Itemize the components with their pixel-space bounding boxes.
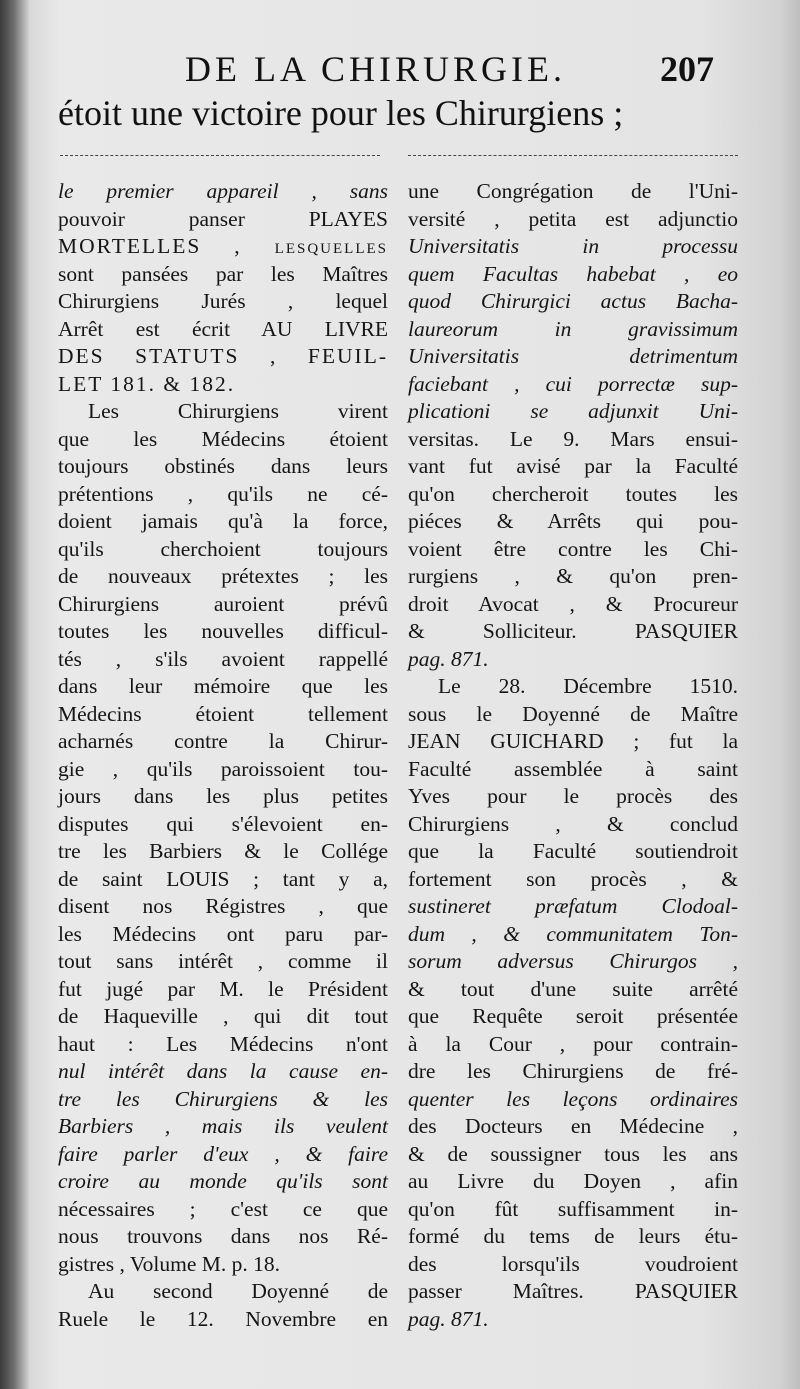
text-line: qu'ils cherchoient toujours — [58, 536, 388, 561]
text-line: toujours obstinés dans leurs — [58, 454, 388, 478]
text-line: DES STATUTS , FEUIL- — [58, 344, 388, 368]
text-line: Chirurgiens Jurés , lequel — [58, 289, 388, 313]
text-line: nul intérêt dans la cause en- — [58, 1059, 388, 1083]
text-line: croire au monde qu'ils sont — [58, 1169, 388, 1193]
text-line: faire parler d'eux , & faire — [58, 1141, 388, 1166]
text-line: rurgiens , & qu'on pren- — [408, 564, 738, 588]
text-line: quem Facultas habebat , eo — [408, 261, 738, 286]
text-line: versitas. Le 9. Mars ensui- — [408, 426, 738, 451]
text-line: Universitatis detrimentum — [408, 344, 738, 368]
right-column-rule — [408, 155, 738, 156]
text-line: disent nos Régistres , que — [58, 894, 388, 918]
text-line: plicationi se adjunxit Uni- — [408, 399, 738, 423]
text-line: piéces & Arrêts qui pou- — [408, 509, 738, 533]
text-line: Ruele le 12. Novembre en — [58, 1306, 388, 1331]
carried-over-line: étoit une victoire pour les Chirurgiens ; — [58, 93, 624, 133]
text-line: fortement son procès , & — [408, 866, 738, 891]
text-line: LET 181. & 182. — [58, 371, 236, 396]
text-line: nous trouvons dans nos Ré- — [58, 1224, 388, 1248]
text-line: une Congrégation de l'Uni- — [408, 179, 738, 203]
text-line: fut jugé par M. le Président — [58, 976, 388, 1001]
text-line: versité , petita est adjunctio — [408, 206, 738, 231]
text-line: toutes les nouvelles difficul- — [58, 619, 388, 643]
text-line: vant fut avisé par la Faculté — [408, 454, 738, 478]
text-line: Universitatis in processu — [408, 234, 738, 258]
text-line: formé du tems de leurs étu- — [408, 1224, 738, 1248]
running-head: DE LA CHIRURGIE. — [185, 49, 566, 89]
text-line: Faculté assemblée à saint — [408, 756, 738, 781]
text-line: Chirurgiens auroient prévû — [58, 591, 388, 616]
text-line: acharnés contre la Chirur- — [58, 729, 388, 753]
text-line: qu'on fût suffisamment in- — [408, 1196, 738, 1221]
text-line: tés , s'ils avoient rappellé — [58, 646, 388, 671]
text-line: pag. 871. — [408, 646, 489, 671]
text-line: Les Chirurgiens virent — [88, 399, 388, 423]
text-line: pouvoir panser PLAYES — [58, 206, 388, 231]
text-line: de nouveaux prétextes ; les — [58, 564, 388, 588]
text-line: droit Avocat , & Procureur — [408, 591, 738, 616]
text-line: nécessaires ; c'est ce que — [58, 1196, 388, 1221]
text-line: voient être contre les Chi- — [408, 536, 738, 561]
text-line: tout sans intérêt , comme il — [58, 949, 388, 973]
text-line: jours dans les plus petites — [58, 784, 388, 808]
left-column-rule — [60, 155, 380, 156]
text-line: & de soussigner tous les ans — [408, 1141, 738, 1166]
right-column — [408, 178, 738, 1333]
text-line: qu'on chercheroit toutes les — [408, 481, 738, 506]
text-line: sorum adversus Chirurgos , — [408, 949, 738, 973]
text-line: à la Cour , pour contrain- — [408, 1031, 738, 1056]
page-number: 207 — [660, 49, 714, 89]
text-line: que la Faculté soutiendroit — [408, 839, 738, 863]
text-line: des Docteurs en Médecine , — [408, 1114, 738, 1138]
text-line: Au second Doyenné de — [88, 1279, 388, 1303]
text-line: faciebant , cui porrectæ sup- — [408, 371, 738, 396]
left-column — [58, 178, 388, 1333]
text-line: le premier appareil , sans — [58, 179, 388, 203]
text-line: Médecins étoient tellement — [58, 701, 388, 726]
text-line: que Requête seroit présentée — [408, 1004, 738, 1028]
text-line: MORTELLES , lesquelles — [58, 234, 388, 258]
text-line: les Médecins ont paru par- — [58, 921, 388, 946]
text-line: des lorsqu'ils voudroient — [408, 1251, 738, 1276]
text-line: passer Maîtres. PASQUIER — [408, 1279, 738, 1303]
page-header — [0, 48, 800, 88]
text-line: Chirurgiens , & conclud — [408, 811, 738, 836]
text-line: Barbiers , mais ils veulent — [58, 1114, 388, 1138]
text-line: dre les Chirurgiens de fré- — [408, 1059, 738, 1083]
text-line: dum , & communitatem Ton- — [408, 921, 738, 946]
text-line: sont pansées par les Maîtres — [58, 261, 388, 286]
text-line: & tout d'une suite arrêté — [408, 976, 738, 1001]
text-line: sous le Doyenné de Maître — [408, 701, 738, 726]
text-line: quenter les leçons ordinaires — [408, 1086, 738, 1111]
text-line: tre les Barbiers & le Collége — [58, 839, 388, 863]
text-line: que les Médecins étoient — [58, 426, 388, 451]
text-line: pag. 871. — [408, 1306, 489, 1331]
text-line: de Haqueville , qui dit tout — [58, 1004, 388, 1028]
text-line: gie , qu'ils paroissoient tou- — [58, 756, 388, 781]
text-line: JEAN GUICHARD ; fut la — [408, 729, 738, 753]
text-line: prétentions , qu'ils ne cé- — [58, 481, 388, 506]
text-line: dans leur mémoire que les — [58, 674, 388, 698]
text-line: quod Chirurgici actus Bacha- — [408, 289, 738, 313]
text-line: Arrêt est écrit AU LIVRE — [58, 316, 388, 341]
text-line: disputes qui s'élevoient en- — [58, 811, 388, 836]
text-line: Le 28. Décembre 1510. — [438, 674, 738, 698]
text-line: sustineret præfatum Clodoal- — [408, 894, 738, 918]
text-line: & Solliciteur. PASQUIER — [408, 619, 738, 643]
text-line: doient jamais qu'à la force, — [58, 509, 388, 533]
text-line: au Livre du Doyen , afin — [408, 1169, 738, 1193]
text-line: tre les Chirurgiens & les — [58, 1086, 388, 1111]
text-line: de saint LOUIS ; tant y a, — [58, 866, 388, 891]
text-line: Yves pour le procès des — [408, 784, 738, 808]
text-line: gistres , Volume M. p. 18. — [58, 1251, 280, 1276]
text-line: laureorum in gravissimum — [408, 316, 738, 341]
text-line: haut : Les Médecins n'ont — [58, 1031, 388, 1056]
